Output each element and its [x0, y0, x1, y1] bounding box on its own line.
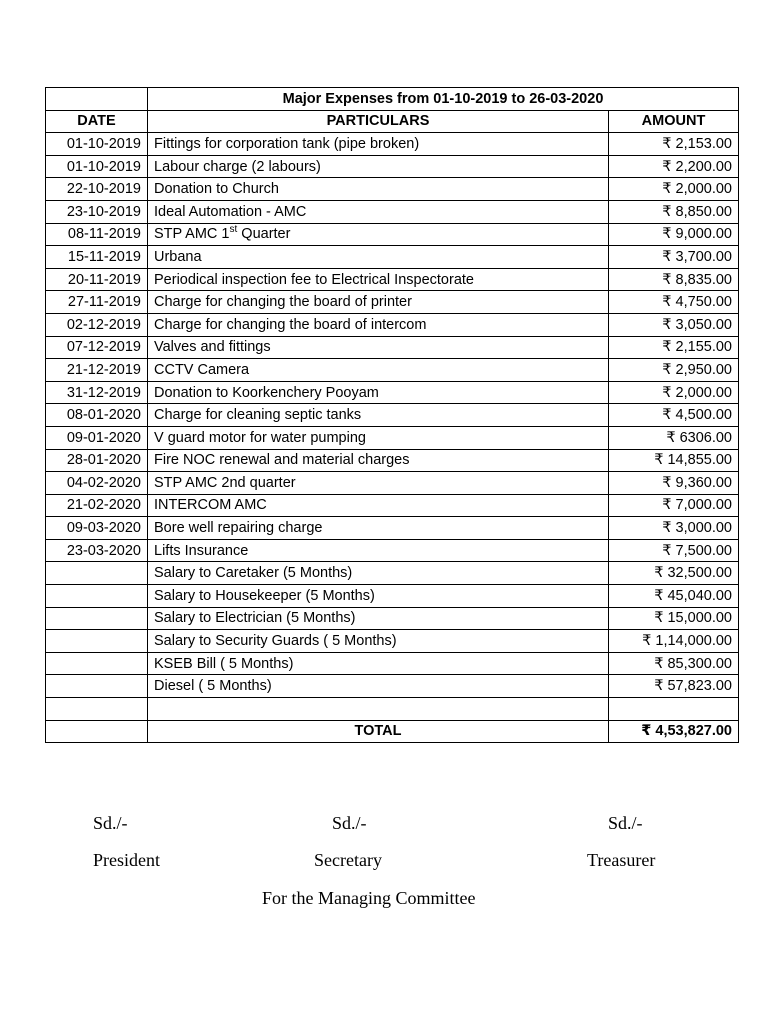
row-date: 09-01-2020 [46, 426, 148, 449]
expenses-table [45, 87, 739, 743]
table-row [46, 223, 739, 246]
row-date: 27-11-2019 [46, 291, 148, 314]
treasurer-title: Treasurer [587, 850, 656, 870]
row-amount: ₹ 32,500.00 [609, 562, 739, 585]
row-date: 01-10-2019 [46, 133, 148, 156]
table-row [46, 675, 739, 698]
row-date: 15-11-2019 [46, 246, 148, 269]
row-particulars: Ideal Automation - AMC [148, 200, 609, 223]
particulars-header: PARTICULARS [148, 110, 609, 133]
table-row [46, 178, 739, 201]
table-row [46, 404, 739, 427]
row-date [46, 630, 148, 653]
row-particulars: Bore well repairing charge [148, 517, 609, 540]
treasurer-sign: Sd./- [608, 813, 643, 833]
row-particulars: KSEB Bill ( 5 Months) [148, 652, 609, 675]
row-amount [609, 698, 739, 721]
row-amount: ₹ 3,700.00 [609, 246, 739, 269]
row-particulars: Charge for changing the board of intercom [148, 313, 609, 336]
row-amount: ₹ 7,500.00 [609, 539, 739, 562]
row-particulars: Salary to Caretaker (5 Months) [148, 562, 609, 585]
row-amount: ₹ 2,200.00 [609, 155, 739, 178]
row-date: 21-02-2020 [46, 494, 148, 517]
table-row [46, 200, 739, 223]
row-particulars: Salary to Housekeeper (5 Months) [148, 585, 609, 608]
row-particulars [148, 223, 609, 246]
row-particulars: Diesel ( 5 Months) [148, 675, 609, 698]
row-amount: ₹ 2,155.00 [609, 336, 739, 359]
table-row [46, 630, 739, 653]
row-amount: ₹ 3,050.00 [609, 313, 739, 336]
row-date: 04-02-2020 [46, 472, 148, 495]
managing-committee-footer: For the Managing Committee [262, 888, 476, 908]
row-date: 22-10-2019 [46, 178, 148, 201]
total-blank-cell [46, 720, 148, 742]
row-amount: ₹ 45,040.00 [609, 585, 739, 608]
table-row [46, 336, 739, 359]
row-date [46, 562, 148, 585]
row-particulars: V guard motor for water pumping [148, 426, 609, 449]
row-amount: ₹ 9,000.00 [609, 223, 739, 246]
row-amount: ₹ 4,750.00 [609, 291, 739, 314]
row-date [46, 607, 148, 630]
row-amount: ₹ 9,360.00 [609, 472, 739, 495]
table-row [46, 268, 739, 291]
title-row [46, 88, 739, 111]
row-amount: ₹ 2,153.00 [609, 133, 739, 156]
total-row [46, 720, 739, 742]
row-particulars: Charge for changing the board of printer [148, 291, 609, 314]
row-date [46, 698, 148, 721]
row-particulars: Fittings for corporation tank (pipe broken) [148, 133, 609, 156]
total-label: TOTAL [148, 720, 609, 742]
table-row [46, 313, 739, 336]
row-date [46, 652, 148, 675]
row-particulars: Valves and fittings [148, 336, 609, 359]
row-date [46, 585, 148, 608]
table-row [46, 607, 739, 630]
row-particulars-text: STP AMC 1 [154, 226, 230, 243]
table-row [46, 652, 739, 675]
row-date: 23-10-2019 [46, 200, 148, 223]
table-row [46, 517, 739, 540]
header-row [46, 110, 739, 133]
row-amount: ₹ 8,850.00 [609, 200, 739, 223]
row-particulars: Labour charge (2 labours) [148, 155, 609, 178]
table-row [46, 291, 739, 314]
table-row [46, 539, 739, 562]
row-particulars: Periodical inspection fee to Electrical Inspectorate [148, 268, 609, 291]
row-particulars-superscript: st [229, 224, 238, 236]
title-blank-cell [46, 88, 148, 111]
row-amount: ₹ 8,835.00 [609, 268, 739, 291]
row-amount: ₹ 57,823.00 [609, 675, 739, 698]
row-date: 08-11-2019 [46, 223, 148, 246]
table-row [46, 449, 739, 472]
amount-header: AMOUNT [609, 110, 739, 133]
row-particulars: Donation to Koorkenchery Pooyam [148, 381, 609, 404]
row-amount: ₹ 1,14,000.00 [609, 630, 739, 653]
table-row [46, 381, 739, 404]
row-particulars-suffix: Quarter [237, 226, 291, 243]
total-amount: ₹ 4,53,827.00 [609, 720, 739, 742]
row-date: 20-11-2019 [46, 268, 148, 291]
row-amount: ₹ 14,855.00 [609, 449, 739, 472]
row-date: 31-12-2019 [46, 381, 148, 404]
table-row [46, 494, 739, 517]
row-date: 28-01-2020 [46, 449, 148, 472]
row-date: 01-10-2019 [46, 155, 148, 178]
row-particulars: Lifts Insurance [148, 539, 609, 562]
row-date: 02-12-2019 [46, 313, 148, 336]
table-row [46, 562, 739, 585]
president-sign: Sd./- [93, 813, 128, 833]
row-date: 23-03-2020 [46, 539, 148, 562]
row-amount: ₹ 2,000.00 [609, 381, 739, 404]
table-row [46, 585, 739, 608]
table-row [46, 426, 739, 449]
date-header: DATE [46, 110, 148, 133]
row-particulars: Donation to Church [148, 178, 609, 201]
row-particulars: STP AMC 2nd quarter [148, 472, 609, 495]
row-particulars [148, 698, 609, 721]
row-amount: ₹ 3,000.00 [609, 517, 739, 540]
table-row [46, 155, 739, 178]
table-row [46, 698, 739, 721]
table-row [46, 246, 739, 269]
table-row [46, 359, 739, 382]
row-amount: ₹ 2,000.00 [609, 178, 739, 201]
table-row [46, 472, 739, 495]
row-particulars: Salary to Electrician (5 Months) [148, 607, 609, 630]
row-amount: ₹ 15,000.00 [609, 607, 739, 630]
row-particulars: Fire NOC renewal and material charges [148, 449, 609, 472]
row-amount: ₹ 85,300.00 [609, 652, 739, 675]
table-row [46, 133, 739, 156]
row-amount: ₹ 2,950.00 [609, 359, 739, 382]
row-date: 09-03-2020 [46, 517, 148, 540]
row-particulars: INTERCOM AMC [148, 494, 609, 517]
row-date [46, 675, 148, 698]
row-date: 08-01-2020 [46, 404, 148, 427]
row-particulars: Urbana [148, 246, 609, 269]
row-amount: ₹ 6306.00 [609, 426, 739, 449]
row-particulars: Salary to Security Guards ( 5 Months) [148, 630, 609, 653]
row-date: 21-12-2019 [46, 359, 148, 382]
row-amount: ₹ 7,000.00 [609, 494, 739, 517]
secretary-sign: Sd./- [332, 813, 367, 833]
president-title: President [93, 850, 160, 870]
row-amount: ₹ 4,500.00 [609, 404, 739, 427]
secretary-title: Secretary [314, 850, 382, 870]
row-particulars: CCTV Camera [148, 359, 609, 382]
row-date: 07-12-2019 [46, 336, 148, 359]
table-title: Major Expenses from 01-10-2019 to 26-03-2020 [148, 88, 739, 111]
row-particulars: Charge for cleaning septic tanks [148, 404, 609, 427]
